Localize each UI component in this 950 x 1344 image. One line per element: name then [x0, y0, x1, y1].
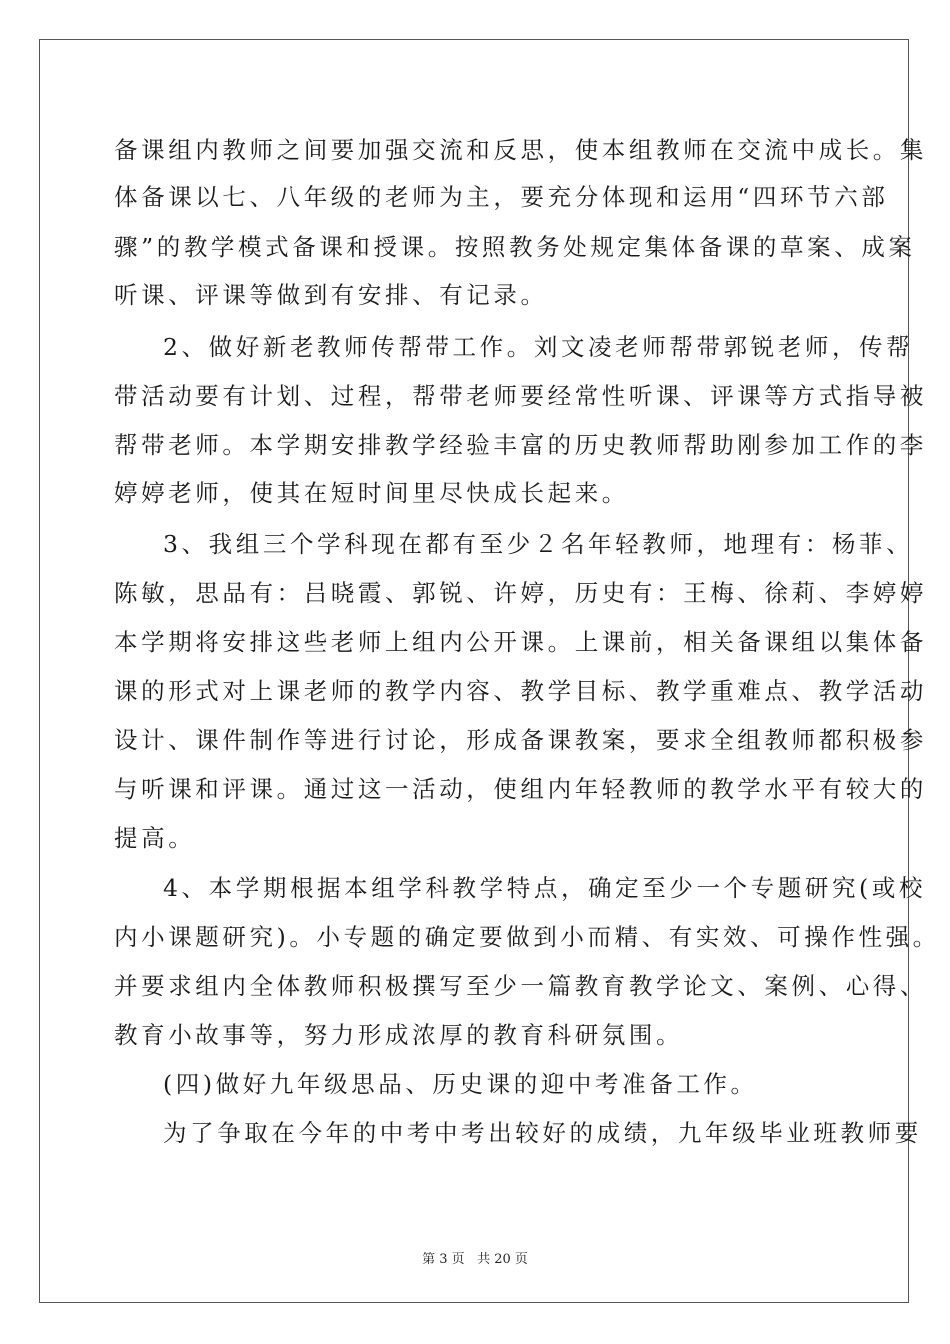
- paragraph-3-line-2: 陈敏，思品有：吕晓霞、郭锐、许婷，历史有：王梅、徐莉、李婷婷: [114, 579, 927, 607]
- paragraph-4-line-2: 内小课题研究)。小专题的确定要做到小而精、有实效、可操作性强。: [114, 923, 940, 951]
- paragraph-3-line-7: 提高。: [114, 824, 196, 852]
- paragraph-4-line-4: 教育小故事等，努力形成浓厚的教育科研氛围。: [114, 1021, 684, 1049]
- total-pages: 共 20 页: [477, 1252, 528, 1267]
- body-line-4: 听课、评课等做到有安排、有记录。: [114, 281, 548, 309]
- body-line-3: 骤”的教学模式备课和授课。按照教务处规定集体备课的草案、成案: [114, 233, 916, 261]
- paragraph-2-line-3: 帮带老师。本学期安排教学经验丰富的历史教师帮助刚参加工作的李: [114, 431, 927, 459]
- paragraph-3-line-6: 与听课和评课。通过这一活动，使组内年轻教师的教学水平有较大的: [114, 775, 927, 803]
- page-border: [39, 39, 909, 1303]
- paragraph-3-line-5: 设计、课件制作等进行讨论，形成备课教案，要求全组教师都积极参: [114, 726, 927, 754]
- paragraph-2-line-1: 2、做好新老教师传帮带工作。刘文凌老师帮带郭锐老师，传帮: [163, 333, 914, 361]
- paragraph-4-line-3: 并要求组内全体教师积极撰写至少一篇教育教学论文、案例、心得、: [114, 972, 927, 1000]
- body-line-2: 体备课以七、八年级的老师为主，要充分体现和运用“四环节六部: [114, 183, 889, 211]
- paragraph-3-line-4: 课的形式对上课老师的教学内容、教学目标、教学重难点、教学活动: [114, 677, 927, 705]
- section-heading-4: (四)做好九年级思品、历史课的迎中考准备工作。: [163, 1070, 758, 1098]
- paragraph-3-line-1: 3、我组三个学科现在都有至少２名年轻教师，地理有：杨菲、: [163, 530, 914, 558]
- paragraph-2-line-2: 带活动要有计划、过程，帮带老师要经常性听课、评课等方式指导被: [114, 382, 927, 410]
- page-number: 第 3 页: [422, 1252, 465, 1267]
- page-footer: [0, 1248, 950, 1267]
- paragraph-2-line-4: 婷婷老师，使其在短时间里尽快成长起来。: [114, 479, 629, 507]
- paragraph-3-line-3: 本学期将安排这些老师上组内公开课。上课前，相关备课组以集体备: [114, 628, 927, 656]
- body-line-1: 备课组内教师之间要加强交流和反思，使本组教师在交流中成长。集: [114, 136, 927, 164]
- paragraph-5-line-1: 为了争取在今年的中考中考出较好的成绩，九年级毕业班教师要: [163, 1119, 922, 1147]
- paragraph-4-line-1: 4、本学期根据本组学科教学特点，确定至少一个专题研究(或校: [163, 874, 927, 902]
